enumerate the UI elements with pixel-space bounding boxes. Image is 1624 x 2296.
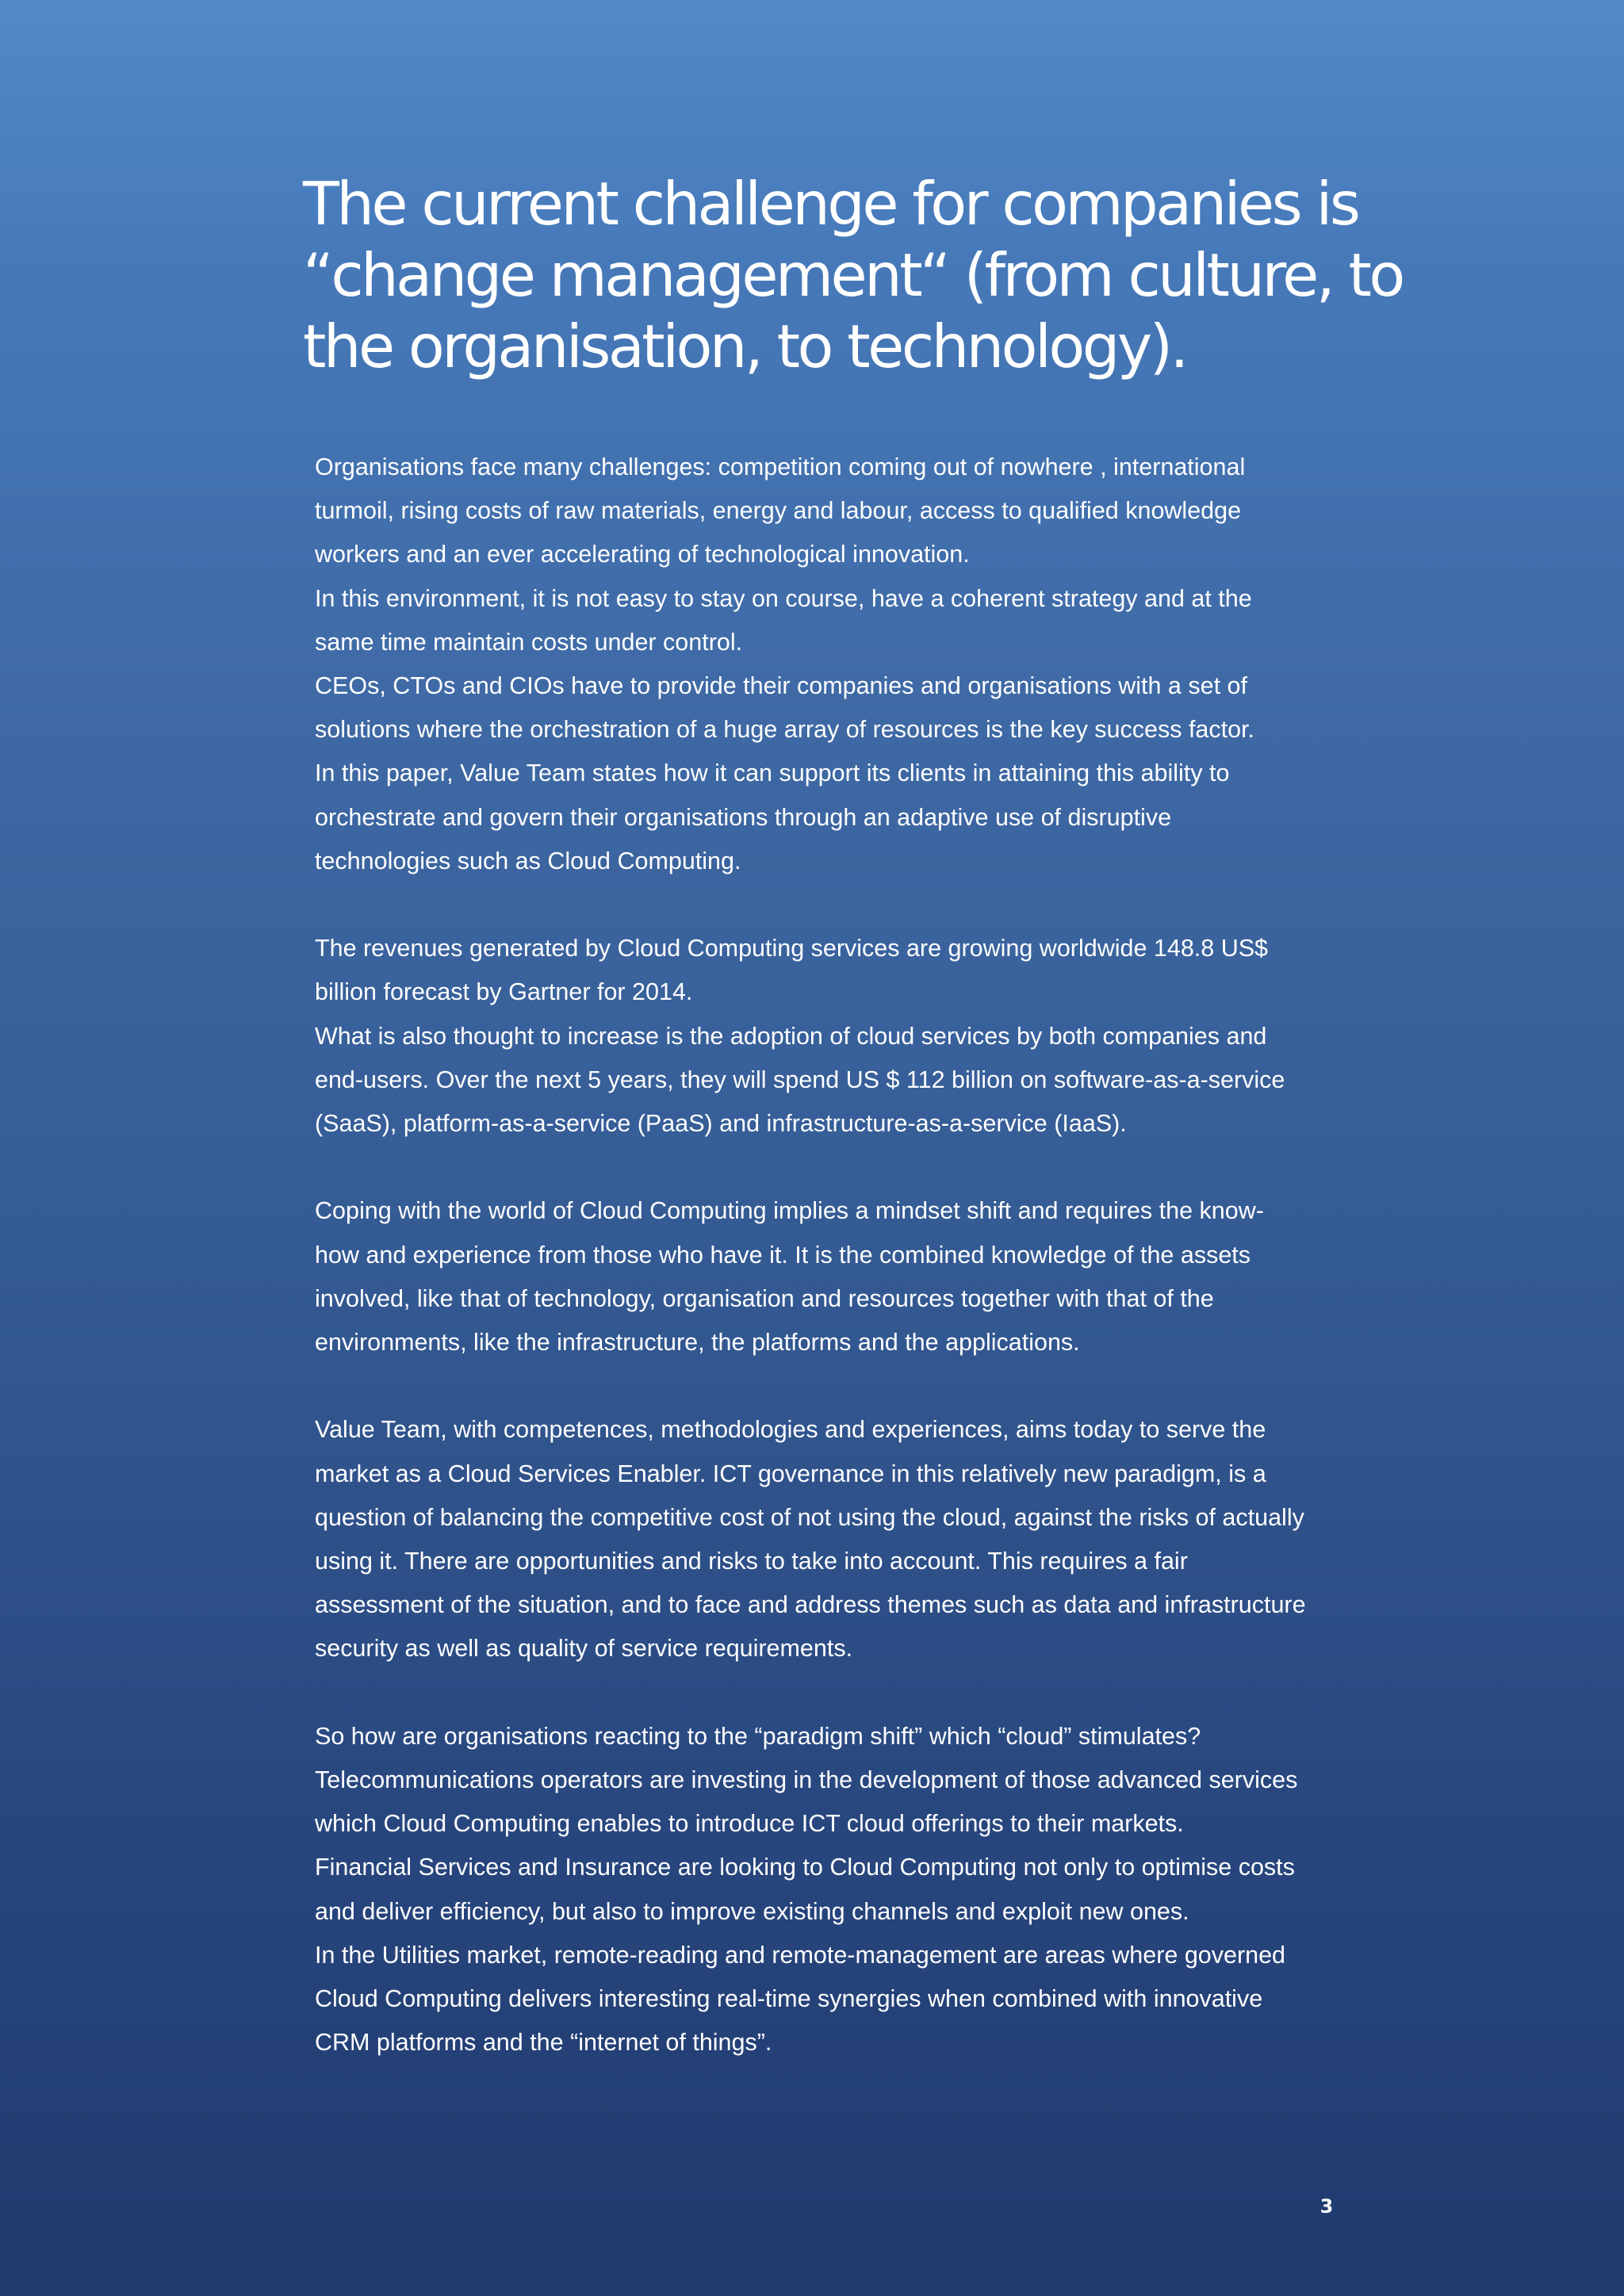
text-line: using it. There are opportunities and risks to take into account. This requires a fair [315, 1548, 1188, 1575]
paragraph-challenges [315, 446, 1346, 883]
text-line: which Cloud Computing enables to introduce ICT cloud offerings to their markets. [315, 1810, 1184, 1838]
text-line: billion forecast by Gartner for 2014. [315, 978, 693, 1006]
text-line: market as a Cloud Services Enabler. ICT governance in this relatively new paradigm, is a [315, 1460, 1266, 1487]
text-line: and deliver efficiency, but also to improve existing channels and exploit new ones. [315, 1897, 1189, 1925]
text-line: workers and an ever accelerating of technological innovation. [315, 541, 970, 568]
paragraph-paradigm-shift [315, 1715, 1346, 2065]
text-line: end-users. Over the next 5 years, they will spend US $ 112 billion on software-as-a-service [315, 1066, 1285, 1093]
paragraph-value-team [315, 1408, 1346, 1670]
text-line: Value Team, with competences, methodologies and experiences, aims today to serve the [315, 1416, 1266, 1444]
text-line: assessment of the situation, and to face and address themes such as data and infrastructure [315, 1591, 1306, 1619]
text-line: Cloud Computing delivers interesting real-time synergies when combined with innovative [315, 1985, 1263, 2013]
text-line: So how are organisations reacting to the “paradigm shift” which “cloud” stimulates? [315, 1722, 1201, 1750]
text-line: security as well as quality of service requirements. [315, 1635, 853, 1663]
text-line: question of balancing the competitive cost of not using the cloud, against the risks of actually [315, 1503, 1304, 1531]
text-line: solutions where the orchestration of a huge array of resources is the key success factor. [315, 716, 1255, 744]
headline-line: “change management“ (from culture, to [303, 240, 1403, 310]
text-line: environments, like the infrastructure, the platforms and the applications. [315, 1329, 1080, 1357]
text-line: technologies such as Cloud Computing. [315, 847, 741, 874]
paragraph-mindset-shift [315, 1189, 1346, 1364]
page-number: 3 [1320, 2195, 1334, 2218]
text-line: The revenues generated by Cloud Computing services are growing worldwide 148.8 US$ [315, 935, 1269, 962]
text-line: turmoil, rising costs of raw materials, energy and labour, access to qualified knowledge [315, 497, 1242, 525]
text-line: In the Utilities market, remote-reading and remote-management are areas where governed [315, 1941, 1286, 1969]
text-line: CEOs, CTOs and CIOs have to provide their companies and organisations with a set of [315, 672, 1247, 700]
text-line: same time maintain costs under control. [315, 628, 743, 656]
body-text [315, 446, 1346, 2064]
text-line: (SaaS), platform-as-a-service (PaaS) and infrastructure-as-a-service (IaaS). [315, 1110, 1127, 1138]
text-line: Telecommunications operators are investing in the development of those advanced services [315, 1766, 1298, 1794]
text-line: In this environment, it is not easy to stay on course, have a coherent strategy and at the [315, 584, 1252, 612]
text-line: Organisations face many challenges: competition coming out of nowhere , international [315, 453, 1246, 480]
text-line: Coping with the world of Cloud Computing implies a mindset shift and requires the know- [315, 1197, 1264, 1225]
text-line: What is also thought to increase is the adoption of cloud services by both companies and [315, 1022, 1267, 1050]
text-line: In this paper, Value Team states how it can support its clients in attaining this ability to [315, 760, 1230, 787]
text-line: Financial Services and Insurance are looking to Cloud Computing not only to optimise costs [315, 1854, 1295, 1881]
text-line: CRM platforms and the “internet of things”. [315, 2029, 772, 2057]
headline-line: The current challenge for companies is [303, 169, 1358, 239]
page-headline [303, 168, 1403, 382]
text-line: orchestrate and govern their organisations through an adaptive use of disruptive [315, 803, 1172, 831]
text-line: involved, like that of technology, organisation and resources together with that of the [315, 1284, 1214, 1312]
text-line: how and experience from those who have it. It is the combined knowledge of the assets [315, 1241, 1251, 1269]
headline-line: the organisation, to technology). [303, 312, 1186, 381]
paragraph-revenues [315, 927, 1346, 1146]
